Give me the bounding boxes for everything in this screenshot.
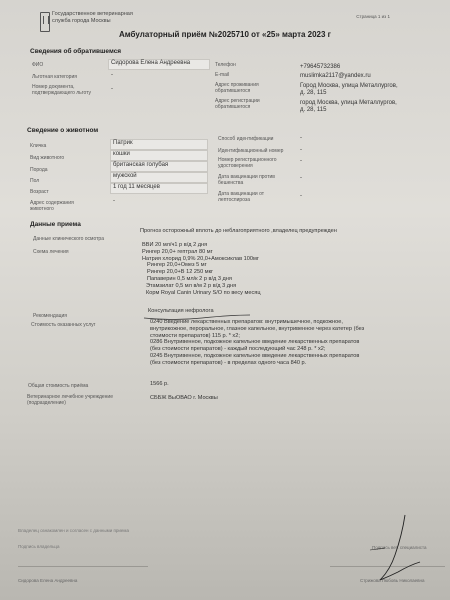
scheme-line: Папаверин 0,5 мл/к 2 р в/д 3 дня xyxy=(147,275,232,282)
fio-label: ФИО xyxy=(32,62,44,68)
age-value: 1 год 11 месяцев xyxy=(113,184,160,190)
cost-line: 0286 Внутривенное, подкожное капельное введение лекарственных препаратов xyxy=(150,339,360,346)
scheme-label: Схема лечения xyxy=(33,249,69,255)
total-label: Общая стоимость приёма xyxy=(28,383,89,389)
animal-addr-label: Адрес содержания животного xyxy=(30,200,74,212)
reg-label: Номер регистрационного удостоверения xyxy=(218,157,277,169)
cost-label: Стоимость оказанных услуг xyxy=(31,322,96,328)
cost-line: 0240 Введение лекарственных препаратов: внутримышечное, подкожное, xyxy=(150,319,343,325)
scheme-line: Натрия хлорид 0,9% 20,0+Амоксиклав 100мг xyxy=(142,255,259,262)
benefit-label: Льготная категория xyxy=(32,74,77,80)
email-label: E-mail xyxy=(215,72,230,78)
vet-signature-label: Подпись вет. специалиста xyxy=(372,545,427,550)
document-title: Амбулаторный приём №2025710 от «25» марта 2023 г xyxy=(118,30,332,39)
kind-label: Вид животного xyxy=(30,155,65,161)
total-value: 1566 р. xyxy=(150,381,169,387)
owner-name: Сидорова Елена Андреевна xyxy=(18,578,78,583)
ident-num-label: Идентификационный номер xyxy=(218,148,284,154)
scheme-line: Рингер 20,0+Омез 5 мг xyxy=(147,262,207,269)
owner-signature-label: Подпись владельца xyxy=(18,544,60,549)
doc-value: - xyxy=(111,86,113,92)
breed-value: британская голубая xyxy=(113,162,169,168)
benefit-value: - xyxy=(111,72,113,78)
exam-value: Прогноз осторожный вплоть до неблагоприятного ,владелец предупрежден xyxy=(140,228,337,234)
scheme-line: Рингер 20,0+ гептрал 80 мг xyxy=(142,248,213,255)
owner-section-title: Сведения об обратившемся xyxy=(30,48,122,55)
addr-live-value: Город Москва, улица Металлургов, д. 28, 115 xyxy=(300,83,398,96)
cost-line: (без стоимости препаратов) - в пределах одного часа 840 р. xyxy=(150,359,307,366)
scheme-line: Рингер 20,0+В 12 250 мкг xyxy=(147,269,214,276)
cost-line: 0245 Внутривенное, подкожное капельное введение лекарственных препаратов xyxy=(150,352,360,359)
scheme-line: ВВИ 20 мл/ч1 р в/д 2 дня xyxy=(142,242,208,248)
name-label: Кличка xyxy=(30,143,47,149)
organization-name: Государственное ветеринарная служба города Москвы xyxy=(52,11,133,24)
phone-value: +79645732386 xyxy=(300,64,341,70)
vet-name: Стрижова Любовь Николаевна xyxy=(360,578,425,583)
rabies-value: - xyxy=(300,175,302,181)
scheme-line: Этамзилат 0,5 мл в/м 2 р в/д 3 дня xyxy=(146,282,237,289)
name-value: Патрик xyxy=(113,140,133,146)
addr-live-label: Адрес проживания обратившегося xyxy=(215,82,259,94)
signature-icon xyxy=(350,510,450,590)
institution-value: СББЖ ВыОВАО г. Москвы xyxy=(150,395,218,401)
recommendation-value: Консультация нефролога xyxy=(148,308,214,314)
animal-addr-value: - xyxy=(113,198,115,204)
doc-label: Номер документа, подтверждающего льготу xyxy=(32,84,92,96)
scheme-line: Корм Royal Canin Urinary S/O по весу месяц xyxy=(146,289,261,296)
ident-num-value: - xyxy=(300,147,302,153)
recommendation-label: Рекомендация xyxy=(33,313,67,319)
sex-label: Пол xyxy=(30,178,40,184)
cost-list xyxy=(150,319,364,367)
breed-label: Порода xyxy=(30,167,48,173)
sex-value: мужской xyxy=(113,173,137,179)
ident-method-value: - xyxy=(300,135,302,141)
exam-label: Данные клинического осмотра xyxy=(33,236,104,242)
rabies-label: Дата вакцинации против бешенства xyxy=(218,174,275,186)
cost-line: внутрикожное, пероральное, глазное капельное, внутривенное через катетер (без xyxy=(150,325,365,332)
scheme-list xyxy=(142,242,259,296)
cost-line: (без стоимости препаратов) - каждый последующий час 248 р. * x2; xyxy=(150,346,326,353)
email-value: muslimka2117@yandex.ru xyxy=(300,73,371,79)
addr-reg-value: город Москва, улица Металлургов, д. 28, 115 xyxy=(300,100,397,113)
addr-reg-label: Адрес регистрации обратившегося xyxy=(215,98,260,110)
lepto-label: Дата вакцинации от лептоспироза xyxy=(218,191,265,203)
age-label: Возраст xyxy=(30,189,49,195)
reg-value: - xyxy=(300,158,302,164)
page-number: Страница 1 из 1 xyxy=(356,14,390,19)
institution-label: Ветеринарное лечебное учреждение (подразделение) xyxy=(27,394,113,406)
kind-value: кошки xyxy=(113,151,130,157)
cost-line: стоимости препаратов) 115 р. * x2; xyxy=(150,332,240,339)
animal-section-title: Сведение о животном xyxy=(27,127,99,134)
consent-text: Владелец ознакомлен и согласен с данными приема xyxy=(18,528,130,533)
visit-section-title: Данные приема xyxy=(30,221,81,228)
ident-method-label: Способ идентификации xyxy=(218,136,274,142)
lepto-value: - xyxy=(300,193,302,199)
fio-value: Сидорова Елена Андреевна xyxy=(111,60,191,66)
logo-icon xyxy=(40,12,50,32)
phone-label: Телефон xyxy=(215,62,236,68)
